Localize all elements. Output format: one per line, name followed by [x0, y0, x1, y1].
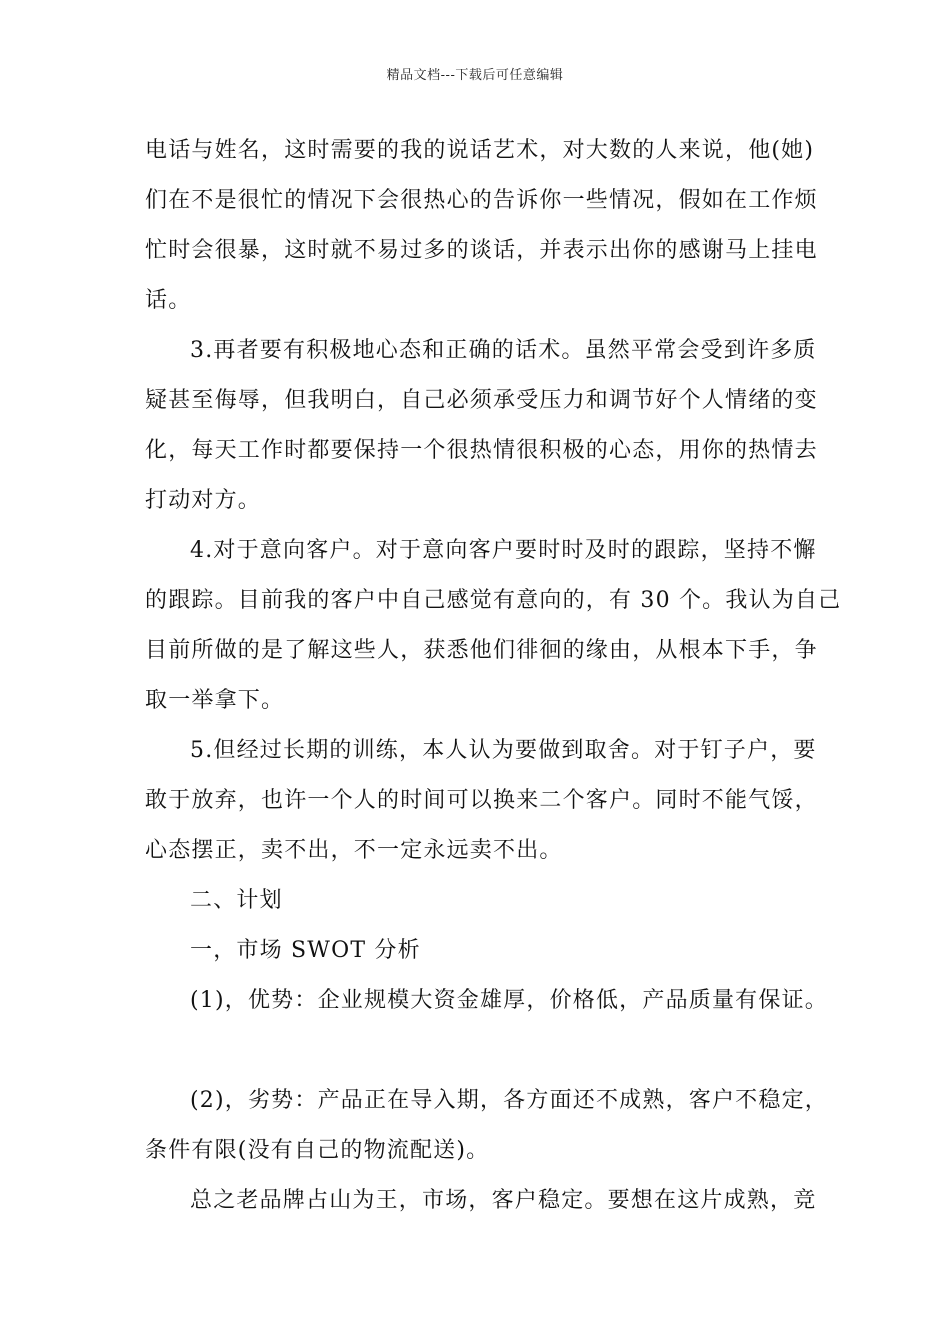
body-line-21: 总之老品牌占山为王，市场，客户稳定。要想在这片成熟，竞 [190, 1188, 817, 1213]
body-line-4: 话。 [145, 288, 192, 313]
body-line-15: 心态摆正，卖不出，不一定永远卖不出。 [145, 838, 563, 863]
body-line-10: 的跟踪。目前我的客户中自己感觉有意向的，有 30 个。我认为自己 [145, 588, 842, 613]
body-line-5: 3.再者要有积极地心态和正确的话术。虽然平常会受到许多质 [190, 338, 817, 363]
body-line-20: 条件有限(没有自己的物流配送)。 [145, 1138, 490, 1163]
body-line-3: 忙时会很暴，这时就不易过多的谈话，并表示出你的感谢马上挂电 [145, 238, 818, 263]
body-line-8: 打动对方。 [145, 488, 262, 513]
body-line-6: 疑甚至侮辱，但我明白，自己必须承受压力和调节好个人情绪的变 [145, 388, 818, 413]
body-line-12: 取一举拿下。 [145, 688, 285, 713]
page-header: 精品文档---下载后可任意编辑 [386, 68, 564, 83]
body-line-1: 电话与姓名，这时需要的我的说话艺术，对大数的人来说，他(她) [145, 138, 815, 163]
body-line-14: 敢于放弃，也许一个人的时间可以换来二个客户。同时不能气馁， [145, 788, 818, 813]
body-line-7: 化，每天工作时都要保持一个很热情很积极的心态，用你的热情去 [145, 438, 818, 463]
body-line-9: 4.对于意向客户。对于意向客户要时时及时的跟踪，坚持不懈 [190, 538, 817, 563]
swot-strengths: (1)，优势：企业规模大资金雄厚，价格低，产品质量有保证。 [190, 988, 828, 1013]
swot-weaknesses: (2)，劣势：产品正在导入期，各方面还不成熟，客户不稳定， [190, 1088, 828, 1113]
body-line-11: 目前所做的是了解这些人，获悉他们徘徊的缘由，从根本下手，争 [145, 638, 818, 663]
body-line-2: 们在不是很忙的情况下会很热心的告诉你一些情况，假如在工作烦 [145, 188, 818, 213]
subheading-swot: 一，市场 SWOT 分析 [190, 938, 421, 963]
body-line-13: 5.但经过长期的训练，本人认为要做到取舍。对于钉子户，要 [190, 738, 817, 763]
section-heading-plan: 二、计划 [190, 888, 283, 913]
